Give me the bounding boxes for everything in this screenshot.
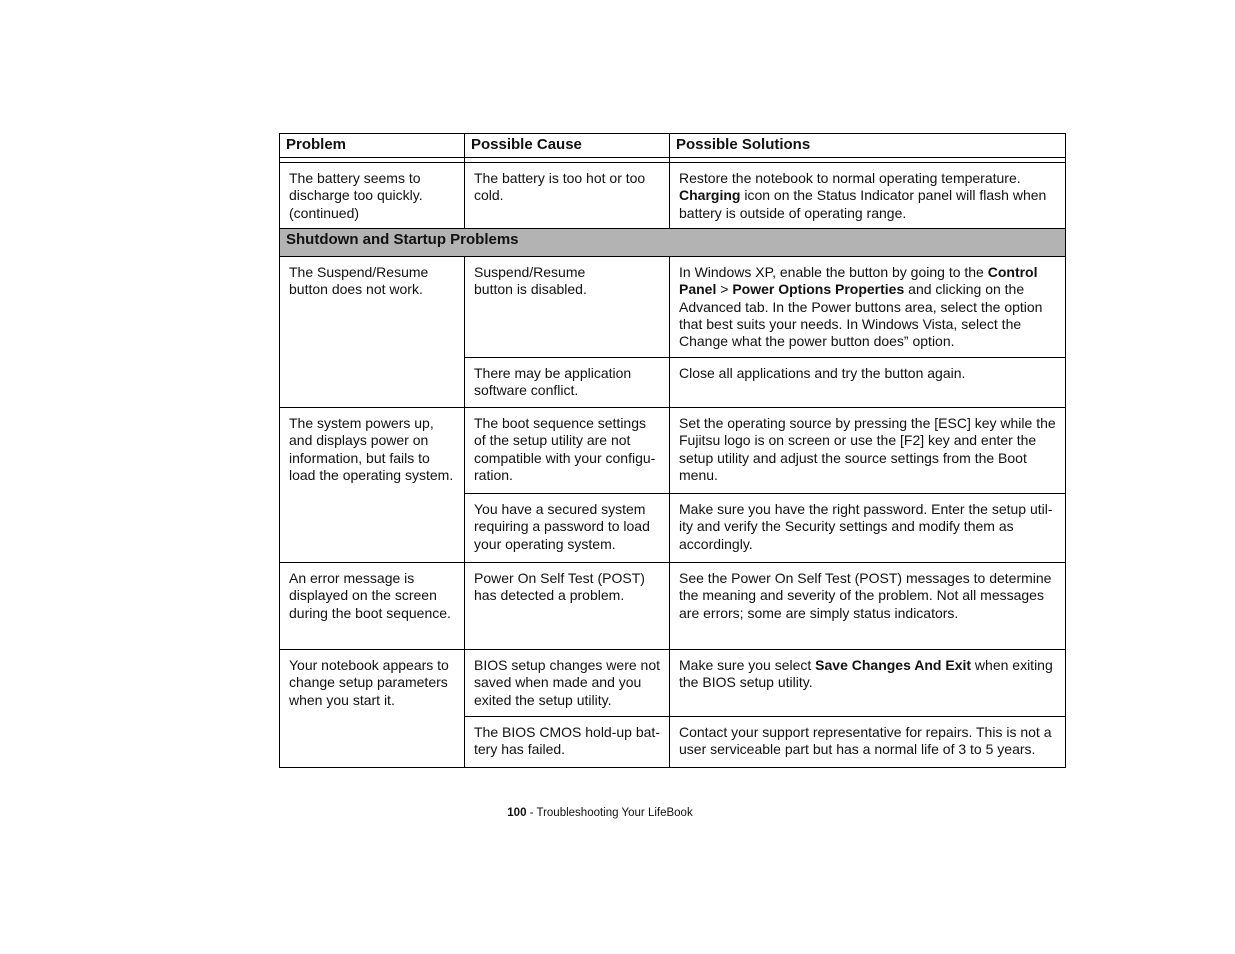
cause-cell: There may be application software conflict.: [465, 358, 670, 408]
troubleshooting-table: [279, 133, 1066, 768]
header-row: [280, 134, 1066, 158]
table-row: [280, 563, 1066, 650]
table-row: [280, 408, 1066, 494]
cause-cell: The battery is too hot or too cold.: [465, 163, 670, 229]
problem-cell: The system powers up, and displays power on information, but fails to load the operating system.: [280, 408, 465, 563]
footer-text: - Troubleshooting Your LifeBook: [526, 807, 693, 819]
cause-cell: You have a secured system requiring a password to load your operating system.: [465, 494, 670, 563]
problem-cell: An error message is displayed on the screen during the boot sequence.: [280, 563, 465, 650]
cause-cell: BIOS setup changes were not saved when made and you exited the setup utility.: [465, 650, 670, 717]
cause-cell: Power On Self Test (POST) has detected a problem.: [465, 563, 670, 650]
solution-cell: Close all applications and try the button again.: [670, 358, 1066, 408]
solution-cell: In Windows XP, enable the button by going to the Control Panel > Power Options Properties and clicking on the Advanced tab. In the Power buttons area, select the option that best suits your needs. In Windows Vista, select the Change what the power button does” option.: [670, 257, 1066, 358]
table-row: [280, 650, 1066, 717]
solution-cell: Contact your support representative for repairs. This is not a user serviceable part but has a normal life of 3 to 5 years.: [670, 717, 1066, 768]
solution-cell: See the Power On Self Test (POST) messages to determine the meaning and severity of the problem. Not all messages are errors; some are simply status indicators.: [670, 563, 1066, 650]
header-solutions: Possible Solutions: [670, 134, 1066, 158]
section-row: [280, 229, 1066, 257]
solution-cell: Restore the notebook to normal operating temperature. Charging icon on the Status Indicator panel will flash when battery is outside of operating range.: [670, 163, 1066, 229]
page-number: 100: [507, 807, 527, 819]
cause-cell: The boot sequence settings of the setup utility are not compatible with your configu-ration.: [465, 408, 670, 494]
solution-cell: Make sure you have the right password. Enter the setup util-ity and verify the Security settings and modify them as accordingly.: [670, 494, 1066, 563]
table-row: [280, 163, 1066, 229]
solution-cell: Make sure you select Save Changes And Exit when exiting the BIOS setup utility.: [670, 650, 1066, 717]
header-cause: Possible Cause: [465, 134, 670, 158]
solution-cell: Set the operating source by pressing the [ESC] key while the Fujitsu logo is on screen or use the [F2] key and enter the setup utility and adjust the source settings from the Boot menu.: [670, 408, 1066, 494]
problem-cell: The Suspend/Resume button does not work.: [280, 257, 465, 408]
problem-cell: The battery seems to discharge too quickly. (continued): [280, 163, 465, 229]
table-row: [280, 257, 1066, 358]
cause-cell: The BIOS CMOS hold-up bat-tery has failed.: [465, 717, 670, 768]
page-footer: [0, 807, 1200, 819]
cause-cell: Suspend/Resume button is disabled.: [465, 257, 670, 358]
header-problem: Problem: [280, 134, 465, 158]
problem-cell: Your notebook appears to change setup parameters when you start it.: [280, 650, 465, 768]
section-title: Shutdown and Startup Problems: [280, 229, 1066, 257]
